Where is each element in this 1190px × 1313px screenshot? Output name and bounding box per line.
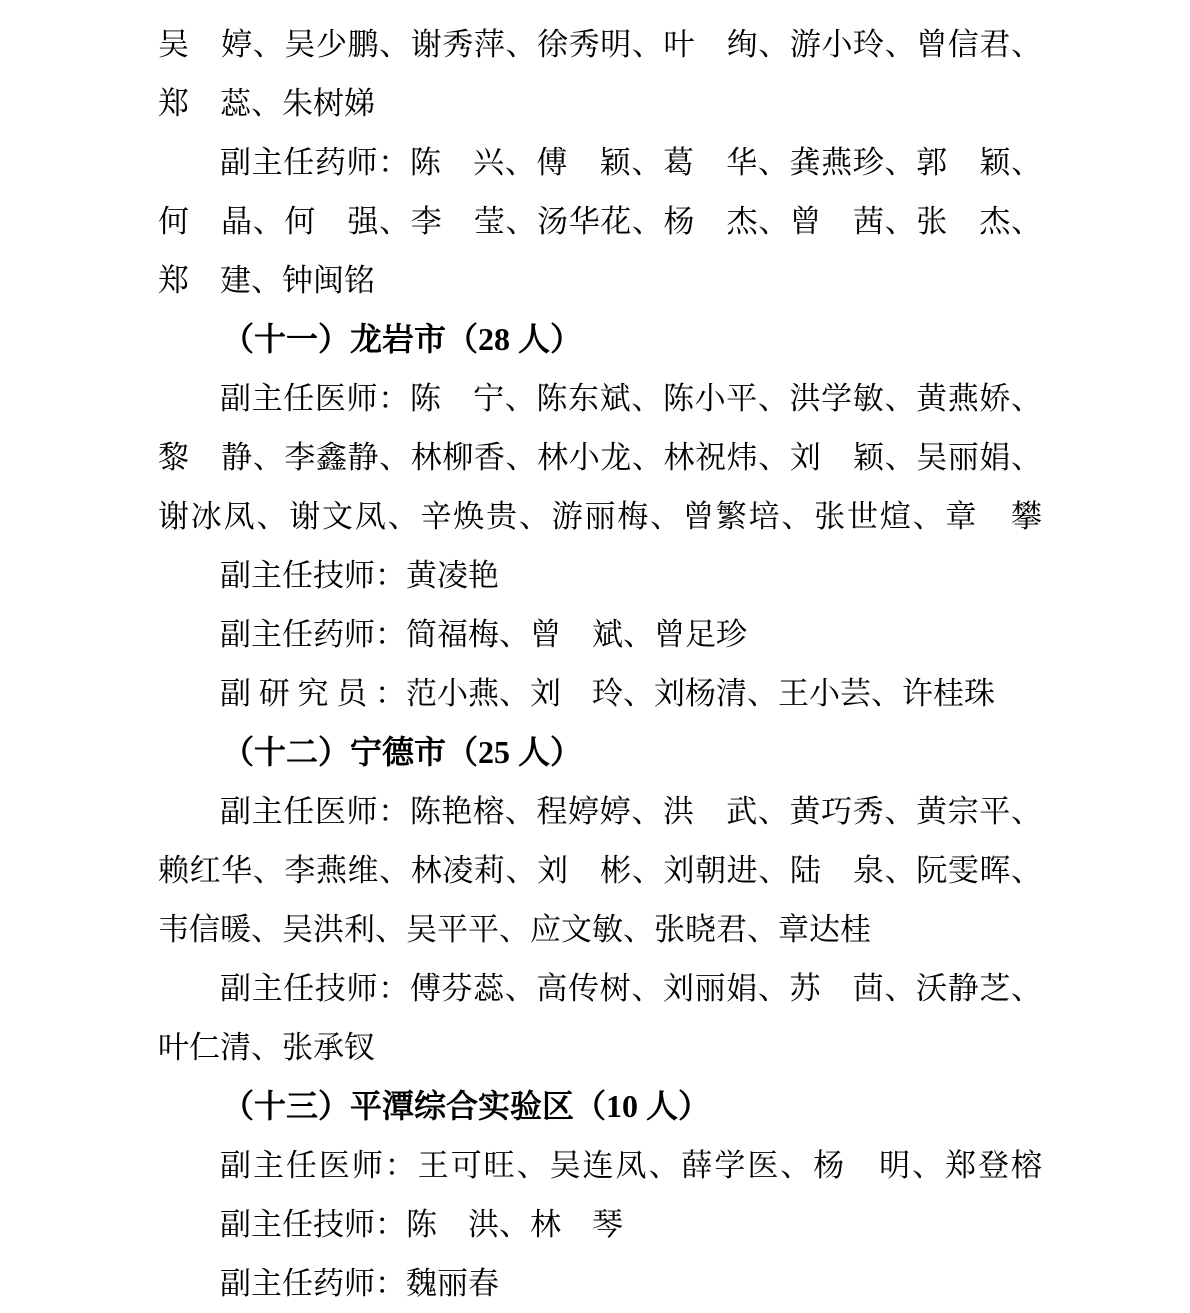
text-line: 郑 蕊、朱树娣 (158, 86, 375, 121)
text-line: 郑 建、钟闽铭 (158, 263, 375, 298)
text-line: 韦信暖、吴洪利、吴平平、应文敏、张晓君、章达桂 (158, 912, 871, 947)
text-line: 副主任药师：魏丽春 (220, 1266, 499, 1301)
names-text: 范小燕、刘 玲、刘杨清、王小芸、许桂珠 (406, 676, 995, 711)
text-line: 副主任医师：陈 宁、陈东斌、陈小平、洪学敏、黄燕娇、 (220, 381, 1042, 416)
role-label: 副研究员： (220, 676, 406, 711)
text-line: 副主任医师：王可旺、吴连凤、薛学医、杨 明、郑登榕 (220, 1148, 1042, 1183)
section-heading-11-longyan: （十一）龙岩市（28 人） (222, 321, 583, 357)
text-line: 副主任医师：陈艳榕、程婷婷、洪 武、黄巧秀、黄宗平、 (220, 794, 1042, 829)
text-line: 赖红华、李燕维、林凌莉、刘 彬、刘朝进、陆 泉、阮雯晖、 (158, 853, 1042, 888)
text-line: 黎 静、李鑫静、林柳香、林小龙、林祝炜、刘 颖、吴丽娟、 (158, 440, 1042, 475)
text-line: 吴 婷、吴少鹏、谢秀萍、徐秀明、叶 绚、游小玲、曾信君、 (158, 27, 1042, 62)
text-line: 副主任技师：傅芬蕊、高传树、刘丽娟、苏 茴、沃静芝、 (220, 971, 1042, 1006)
text-line: 副主任技师：黄凌艳 (220, 558, 499, 593)
section-heading-12-ningde: （十二）宁德市（25 人） (222, 734, 583, 770)
text-line (158, 664, 1042, 723)
section-heading-13-pingtan: （十三）平潭综合实验区（10 人） (222, 1088, 711, 1124)
text-line: 何 晶、何 强、李 莹、汤华花、杨 杰、曾 茜、张 杰、 (158, 204, 1042, 239)
text-line: 副主任技师：陈 洪、林 琴 (220, 1207, 623, 1242)
text-line: 副主任药师：陈 兴、傅 颖、葛 华、龚燕珍、郭 颖、 (220, 145, 1042, 180)
text-line: 谢冰凤、谢文凤、辛焕贵、游丽梅、曾繁培、张世煊、章 攀 (158, 499, 1042, 534)
text-line: 副主任药师：简福梅、曾 斌、曾足珍 (220, 617, 747, 652)
text-line: 叶仁清、张承钗 (158, 1030, 375, 1065)
